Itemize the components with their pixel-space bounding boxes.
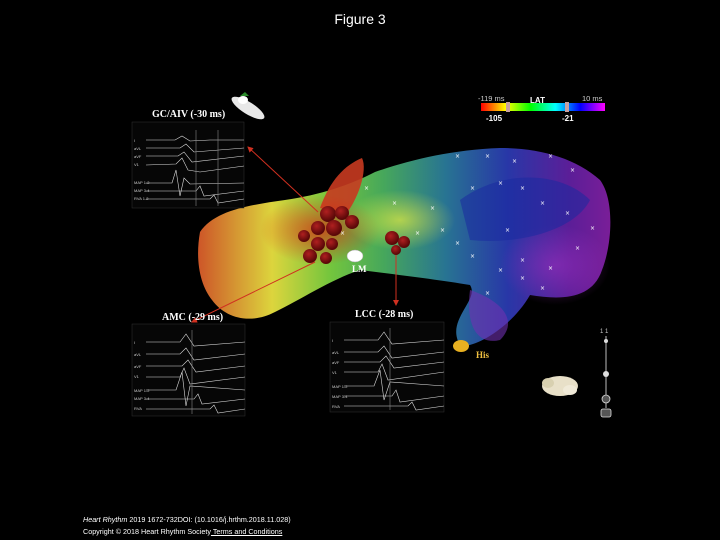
svg-text:×: × (485, 290, 491, 297)
svg-text:MAP 3-4: MAP 3-4 (332, 394, 348, 399)
egm-panel-lcc-title: LCC (-28 ms) (355, 309, 414, 320)
copyright-line (83, 526, 291, 538)
lat-high-marker[interactable] (565, 102, 569, 112)
svg-text:×: × (430, 205, 436, 212)
egm-panel-gc (132, 109, 244, 208)
svg-text:×: × (548, 153, 554, 160)
lat-low-value: -105 (486, 114, 503, 123)
svg-text:I: I (134, 138, 136, 143)
svg-text:MAP 1-2: MAP 1-2 (134, 388, 150, 393)
svg-text:V1: V1 (332, 370, 337, 375)
svg-text:×: × (540, 200, 546, 207)
svg-text:I: I (332, 338, 334, 343)
svg-text:MAP 1-2: MAP 1-2 (134, 180, 150, 185)
lat-max-text: 10 ms (582, 94, 603, 103)
svg-text:×: × (455, 240, 461, 247)
svg-text:×: × (520, 257, 526, 264)
svg-text:×: × (540, 285, 546, 292)
egm-panel-amc-title: AMC (-29 ms) (162, 312, 224, 323)
svg-text:aVF: aVF (134, 154, 142, 159)
rotate-icon[interactable] (602, 395, 610, 403)
svg-text:×: × (364, 185, 370, 192)
lat-low-marker[interactable] (506, 102, 510, 112)
citation-text: 2019 1672-732DOI: (10.1016/j.hrthm.2018.11.028) (127, 515, 291, 524)
svg-text:V1: V1 (134, 162, 139, 167)
svg-text:I: I (134, 340, 136, 345)
slide-title: Figure 3 (334, 11, 386, 27)
egm-panel-amc (132, 312, 245, 416)
reset-view-icon[interactable] (601, 409, 611, 417)
zoom-slider-handle[interactable] (603, 371, 609, 377)
svg-text:×: × (470, 253, 476, 260)
svg-text:MAP 3-4: MAP 3-4 (134, 396, 150, 401)
his-marker (453, 340, 469, 352)
copyright-text: Copyright © 2018 Heart Rhythm Society (83, 527, 211, 536)
lm-label: LM (352, 264, 367, 274)
svg-text:RVA: RVA (134, 406, 142, 411)
terms-link[interactable]: Terms and Conditions (210, 527, 283, 536)
svg-text:×: × (570, 167, 576, 174)
svg-text:aVL: aVL (332, 350, 340, 355)
svg-text:×: × (440, 227, 446, 234)
svg-text:×: × (485, 153, 491, 160)
svg-text:MAP 1-2: MAP 1-2 (332, 384, 348, 389)
svg-text:×: × (498, 267, 504, 274)
zoom-top-icon (604, 339, 608, 343)
his-label: His (476, 350, 490, 360)
journal-name: Heart Rhythm (83, 515, 128, 524)
svg-text:×: × (590, 225, 596, 232)
lat-scale (478, 94, 605, 123)
svg-text:V1: V1 (134, 374, 139, 379)
svg-text:×: × (455, 153, 461, 160)
svg-text:×: × (520, 185, 526, 192)
svg-text:×: × (470, 185, 476, 192)
egm-panel-lcc (330, 309, 444, 412)
viewer-toolbar[interactable] (600, 329, 611, 417)
svg-text:aVF: aVF (134, 364, 142, 369)
svg-text:×: × (520, 275, 526, 282)
orientation-head-icon (229, 92, 268, 123)
svg-text:aVF: aVF (332, 360, 340, 365)
svg-text:aVL: aVL (134, 146, 142, 151)
svg-text:×: × (548, 265, 554, 272)
lat-min-text: -119 ms (478, 94, 505, 103)
heart-orientation-icon (542, 376, 578, 396)
svg-text:×: × (505, 227, 511, 234)
citation-line (83, 514, 291, 526)
svg-text:RVA 1-2: RVA 1-2 (134, 196, 149, 201)
svg-text:×: × (340, 230, 346, 237)
lat-high-value: -21 (562, 114, 574, 123)
citation-footer (83, 514, 291, 538)
svg-text:MAP 3-4: MAP 3-4 (134, 188, 150, 193)
zoom-label-icon: 1 1 (600, 329, 609, 335)
svg-text:×: × (565, 210, 571, 217)
svg-text:×: × (415, 230, 421, 237)
svg-text:×: × (512, 158, 518, 165)
svg-text:×: × (575, 245, 581, 252)
svg-text:RVA: RVA (332, 404, 340, 409)
svg-text:×: × (498, 180, 504, 187)
lat-label: LAT (530, 96, 545, 105)
svg-text:×: × (392, 200, 398, 207)
egm-panel-gc-title: GC/AIV (-30 ms) (152, 109, 226, 120)
lm-marker (347, 250, 363, 262)
svg-text:aVL: aVL (134, 352, 142, 357)
